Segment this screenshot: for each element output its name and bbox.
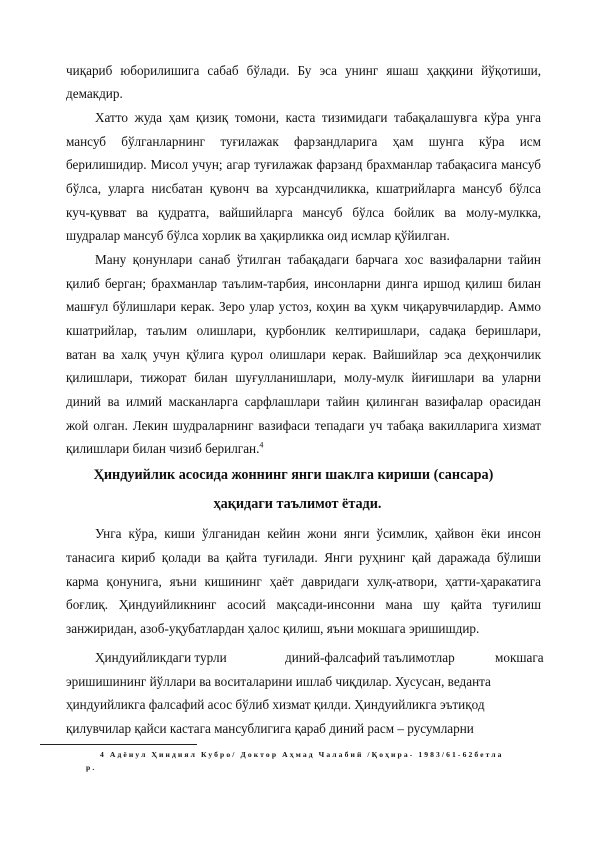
text-line-content: қилишлари билан чизиб берилган. (66, 441, 260, 456)
section-heading: Ҳиндуийлик асосида жоннинг янги шаклга кириши (сансара) (93, 467, 494, 483)
text-line: машғул бўлишлари керак. Зеро улар устоз, коҳин ва ҳукм чиқарувчилардир. Аммо (66, 299, 541, 314)
text-line: мансуб бўлганларнинг туғилажак фарзандларига ҳам шунга кўра исм (66, 134, 541, 149)
text-line-segment: Ҳиндуийликдаги турли (95, 650, 227, 665)
text-line: танасига кириб қолади ва қайта туғилади. Янги руҳнинг қай даражада бўлиши (66, 550, 541, 565)
text-line: куч-қувват ва қудратга, вайшийларга мансуб бўлса бойлик ва молу-мулкка, (66, 205, 541, 220)
text-line: диний ва илмий масканларга сарфлашлари тайин қилинган вазифалар орасидан (66, 394, 541, 409)
text-line: Унга кўра, киши ўлганидан кейин жони янги ўсимлик, ҳайвон ёки инсон (95, 526, 541, 541)
text-line: занжиридан, азоб-уқубатлардан ҳалос қилиш, яъни мокшага эришишдир. (66, 621, 480, 636)
text-line (66, 439, 541, 458)
text-line: чиқариб юборилишига сабаб бўлади. Бу эса унинг яшаш ҳаққини йўқотиши, (66, 63, 541, 78)
footnote-text: р. (86, 763, 97, 772)
text-line: бўлса, уларга нисбатан қувонч ва хурсандчиликка, кшатрийларга мансуб бўлса (66, 181, 541, 196)
text-line: эришишининг йўллари ва воситаларини ишлаб чиқдилар. Хусусан, веданта (66, 674, 491, 689)
text-line: демакдир. (66, 86, 123, 101)
text-line: кшатрийлар, таълим олишлари, қурбонлик келтиришлари, садақа беришлари, (66, 323, 541, 338)
text-line: қилишлари, тижорат билан шуғулланишлари, молу-мулк йиғишлари ва уларни (66, 370, 541, 385)
text-line: Ману қонунлари санаб ўтилган табақадаги барчага хос вазифаларни тайин (95, 252, 541, 267)
text-line: қилиб берган; брахманлар таълим-тарбия, инсонларни динга иршод қилиш билан (66, 276, 541, 291)
text-line: шудралар мансуб бўлса хорлик ва ҳақирликка оид исмлар қўйилган. (66, 228, 450, 243)
text-line: берилишидир. Мисол учун; агар туғилажак фарзанд брахманлар табақасига мансуб (66, 157, 541, 172)
footnote-separator (40, 744, 197, 745)
text-line: карма қонунига, яъни кишининг ҳаёт давридаги хулқ-атвори, ҳатти-ҳаракатига (66, 574, 541, 589)
footnote-marker: 4 (259, 440, 264, 450)
text-line-segment: мокшага (495, 650, 544, 665)
text-line-segment: диний-фалсафий таълимотлар (285, 650, 455, 665)
text-line: ватан ва халқ учун қўлига қурол олишлари керак. Вайшийлар эса деҳқончилик (66, 347, 541, 362)
section-heading: ҳақидаги таълимот ётади. (213, 496, 382, 512)
text-line: қилувчилар қайси кастага мансублигига қараб диний расм – русумларни (66, 721, 474, 736)
footnote-text: 4 Адёнул Ҳиндиял Кубро/ Доктор Аҳмад Чалабий /Қоҳира- 1983/61-62бетла (100, 750, 504, 759)
text-line: боғлиқ. Ҳиндуийликнинг асосий мақсади-инсонни мана шу қайта туғилиш (66, 597, 541, 612)
text-line: Хатто жуда ҳам қизиқ томони, каста тизимидаги табақалашувга кўра унга (95, 110, 541, 125)
text-line: жой олган. Лекин шудраларнинг вазифаси тепадаги уч табақа вакилларига хизмат (66, 418, 541, 433)
text-line: ҳиндуийликга фалсафий асос бўлиб хизмат қилди. Ҳиндуийликга эътиқод (66, 697, 485, 712)
